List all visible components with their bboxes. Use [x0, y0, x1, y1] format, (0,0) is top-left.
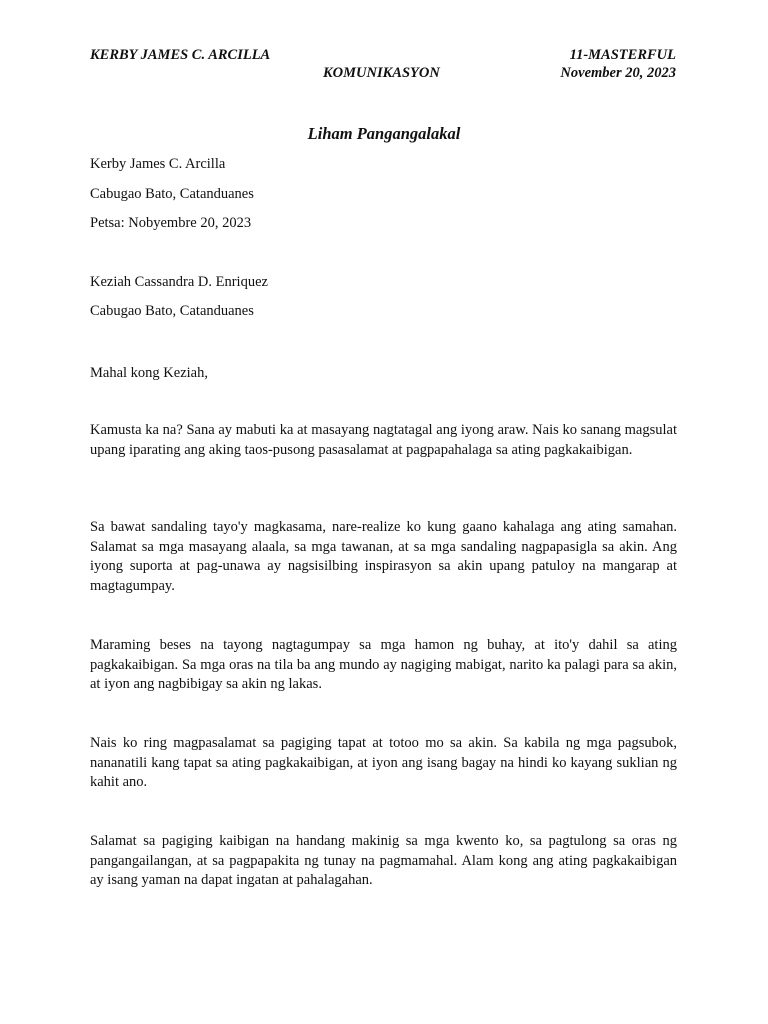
recipient-name: Keziah Cassandra D. Enriquez — [90, 274, 268, 290]
sender-address: Cabugao Bato, Catanduanes — [90, 186, 254, 202]
salutation: Mahal kong Keziah, — [90, 365, 208, 381]
header-author: KERBY JAMES C. ARCILLA — [90, 47, 271, 63]
header-section: 11-MASTERFUL — [569, 47, 676, 63]
letter-title: Liham Pangangalakal — [307, 124, 461, 143]
recipient-address: Cabugao Bato, Catanduanes — [90, 303, 254, 319]
header-right-block — [560, 46, 676, 82]
header-subject: KOMUNIKASYON — [323, 65, 440, 81]
body-paragraph: Nais ko ring magpasalamat sa pagiging tapat at totoo mo sa akin. Sa kabila ng mga pagsubok, nananatili kang tapat sa ating pagkakaibigan, at iyon ang isang bagay na hindi ko kayang suklian ng kahit ano. — [90, 735, 677, 790]
body-paragraph: Sa bawat sandaling tayo'y magkasama, nare-realize ko kung gaano kahalaga ang ating samahan. Salamat sa mga masayang alaala, sa mga tawanan, at sa mga sandaling nagpapasigla sa akin. Ang iyong suporta at pag-unawa ay nagsisilbing inspirasyon sa akin upang patuloy na mangarap at magtagumpay. — [90, 519, 677, 594]
body-paragraph: Maraming beses na tayong nagtagumpay sa mga hamon ng buhay, at ito'y dahil sa ating pagkakaibigan. Sa mga oras na tila ba ang mundo ay nagiging mabigat, narito ka palagi para sa akin, at iyon ang nagbibigay sa akin ng lakas. — [90, 637, 677, 692]
letter-date: Petsa: Nobyembre 20, 2023 — [90, 215, 252, 231]
sender-name: Kerby James C. Arcilla — [90, 156, 226, 172]
body-paragraph: Kamusta ka na? Sana ay mabuti ka at masayang nagtatagal ang iyong araw. Nais ko sanang magsulat upang iparating ang aking taos-pusong pasasalamat at pagpapahalaga sa ating pagkakaibigan. — [90, 422, 677, 458]
header-date: November 20, 2023 — [560, 65, 676, 81]
body-paragraph: Salamat sa pagiging kaibigan na handang makinig sa mga kwento ko, sa pagtulong sa oras ng pangangailangan, at sa pagpapakita ng tunay na pagmamahal. Alam kong ang ating pagkakaibigan ay isang yaman na dapat ingatan at pahalagahan. — [90, 833, 677, 888]
